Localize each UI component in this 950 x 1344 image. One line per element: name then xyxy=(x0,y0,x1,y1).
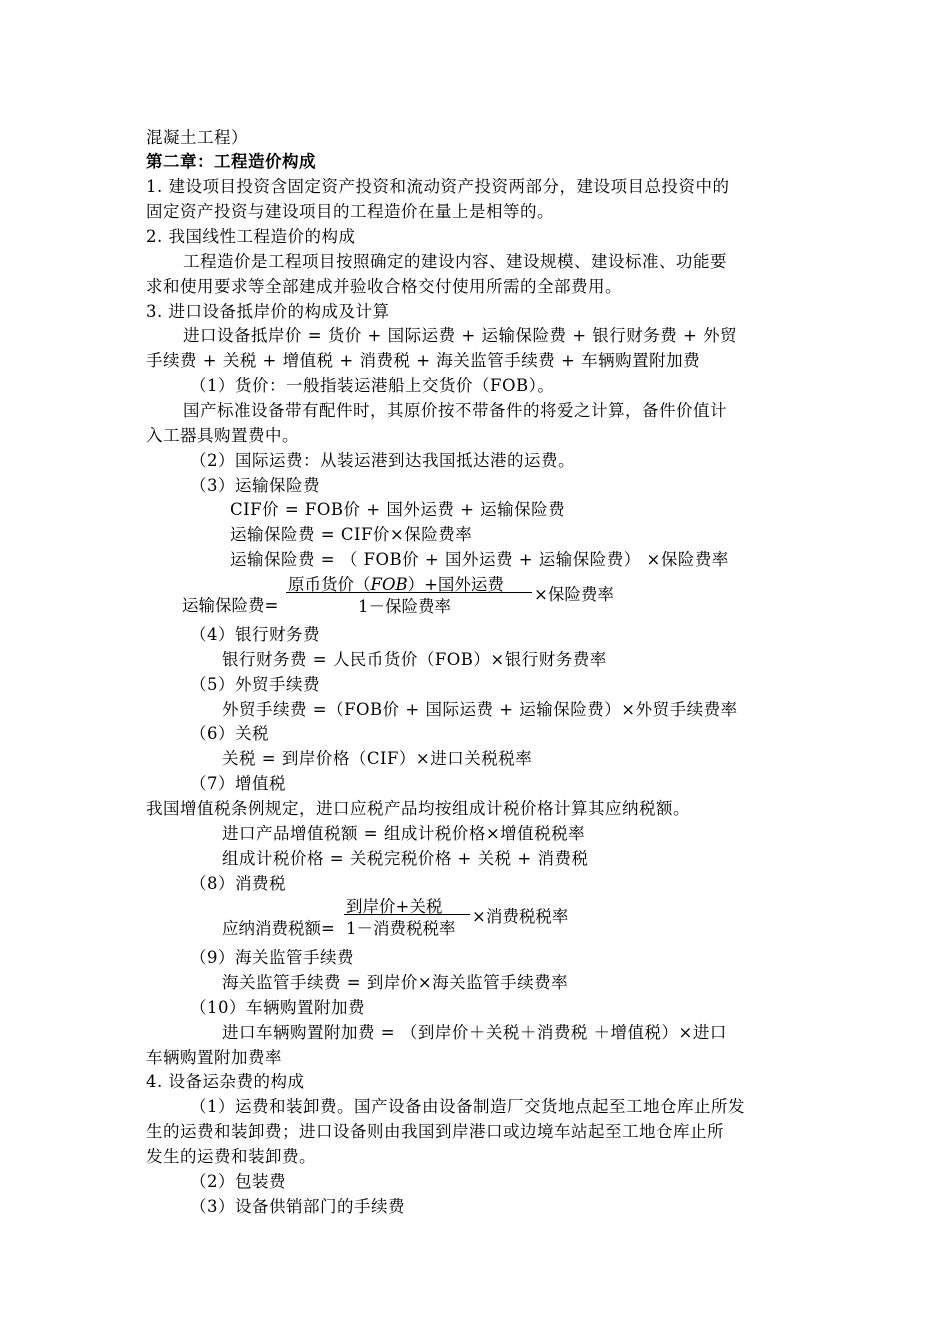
text-line: 1. 建设项目投资含固定资产投资和流动资产投资两部分，建设项目总投资中的 xyxy=(146,177,730,196)
text-line: 发生的运费和装卸费。 xyxy=(146,1147,316,1166)
formula-line: 组成计税价格 = 关税完税价格 + 关税 + 消费税 xyxy=(222,849,589,868)
formula-denominator: 1－消费税税率 xyxy=(346,919,456,938)
text-line: 求和使用要求等全部建成并验收合格交付使用所需的全部费用。 xyxy=(146,277,622,296)
list-item: （5）外贸手续费 xyxy=(190,675,320,694)
list-item: （4）银行财务费 xyxy=(190,625,320,644)
formula-line: 外贸手续费 =（FOB价 + 国际运费 + 运输保险费）×外贸手续费率 xyxy=(222,700,738,719)
text-line: 进口设备抵岸价 = 货价 + 国际运费 + 运输保险费 + 银行财务费 + 外贸 xyxy=(183,326,738,345)
formula-numerator: 原币货价（FOB）+国外运费 xyxy=(288,575,504,594)
text-line: 混凝土工程） xyxy=(146,128,248,147)
formula-line: 进口产品增值税额 = 组成计税价格×增值税税率 xyxy=(222,824,586,843)
formula-lhs: 运输保险费= xyxy=(182,596,279,615)
consumption-tax-fraction-formula xyxy=(222,893,622,937)
list-item: （10）车辆购置附加费 xyxy=(190,998,365,1017)
text-line: 入工器具购置费中。 xyxy=(146,426,299,445)
text-line: 手续费 + 关税 + 增值税 + 消费税 + 海关监管手续费 + 车辆购置附加费 xyxy=(146,351,701,370)
insurance-fraction-formula xyxy=(182,571,642,615)
section-heading: 2. 我国线性工程造价的构成 xyxy=(146,227,356,246)
formula-line: CIF价 = FOB价 + 国外运费 + 运输保险费 xyxy=(230,500,566,519)
formula-line: 运输保险费 = CIF价×保险费率 xyxy=(230,525,473,544)
list-item: （1）运费和装卸费。国产设备由设备制造厂交货地点起至工地仓库止所发 xyxy=(190,1097,745,1116)
text-line: 固定资产投资与建设项目的工程造价在量上是相等的。 xyxy=(146,202,554,221)
fob-italic: FOB xyxy=(370,575,408,594)
list-item: （7）增值税 xyxy=(190,774,286,793)
list-item: （9）海关监管手续费 xyxy=(190,948,354,967)
list-item: （3）运输保险费 xyxy=(190,476,320,495)
text-line: 工程造价是工程项目按照确定的建设内容、建设规模、建设标准、功能要 xyxy=(183,252,727,271)
list-item: （2）国际运费：从装运港到达我国抵达港的运费。 xyxy=(190,451,575,470)
formula-line: 进口车辆购置附加费 = （到岸价＋关税＋消费税 ＋增值税）×进口 xyxy=(222,1023,727,1042)
formula-multiplier: ×消费税税率 xyxy=(472,907,569,926)
section-heading: 3. 进口设备抵岸价的构成及计算 xyxy=(146,302,390,321)
text-line: 生的运费和装卸费；进口设备则由我国到岸港口或边境车站起至工地仓库止所 xyxy=(146,1122,724,1141)
section-heading: 4. 设备运杂费的构成 xyxy=(146,1072,305,1091)
formula-line: 海关监管手续费 = 到岸价×海关监管手续费率 xyxy=(222,973,569,992)
list-item: （1）货价：一般指装运港船上交货价（FOB）。 xyxy=(190,376,555,395)
formula-denominator: 1－保险费率 xyxy=(358,597,451,616)
formula-lhs: 应纳消费税额= xyxy=(222,919,335,938)
formula-multiplier: ×保险费率 xyxy=(534,585,614,604)
list-item: （6）关税 xyxy=(190,724,269,743)
list-item: （2）包装费 xyxy=(190,1172,286,1191)
text-line: 国产标准设备带有配件时，其原价按不带备件的将爱之计算，备件价值计 xyxy=(183,401,727,420)
list-item: （8）消费税 xyxy=(190,874,286,893)
formula-line: 银行财务费 = 人民币货价（FOB）×银行财务费率 xyxy=(222,650,607,669)
text-line: 我国增值税条例规定，进口应税产品均按组成计税价格计算其应纳税额。 xyxy=(146,799,690,818)
list-item: （3）设备供销部门的手续费 xyxy=(190,1197,405,1216)
text-line: 车辆购置附加费率 xyxy=(146,1048,282,1067)
formula-line: 运输保险费 = （ FOB价 + 国外运费 + 运输保险费） ×保险费率 xyxy=(230,550,729,569)
formula-line: 关税 = 到岸价格（CIF）×进口关税税率 xyxy=(222,749,533,768)
chapter-heading: 第二章：工程造价构成 xyxy=(146,152,316,171)
formula-numerator: 到岸价+关税 xyxy=(346,897,443,916)
